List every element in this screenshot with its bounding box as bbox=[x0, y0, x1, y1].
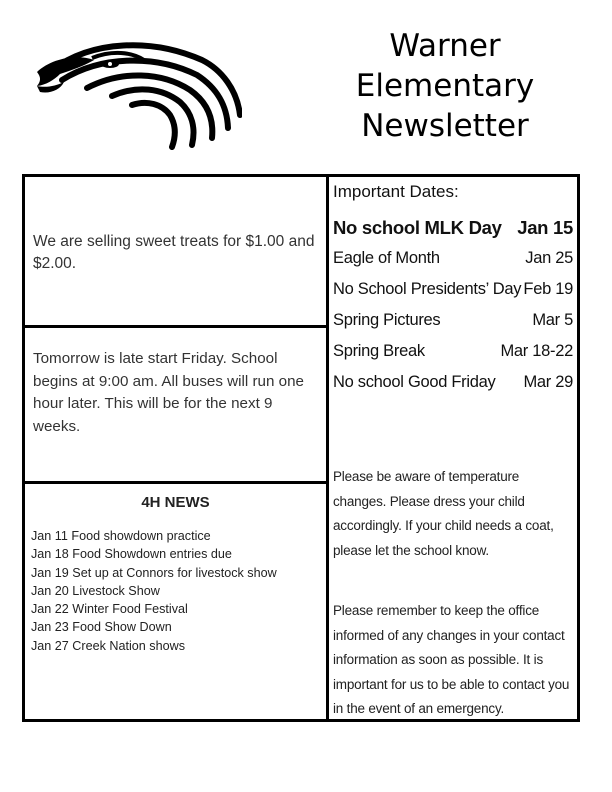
temperature-note: Please be aware of temperature changes. Please dress your child accordingly. If your child needs a coat, please let the school know. bbox=[333, 469, 554, 558]
treats-text: We are selling sweet treats for $1.00 and $2.00. bbox=[33, 233, 315, 272]
date-row bbox=[333, 274, 573, 305]
left-column bbox=[25, 177, 326, 719]
late-start-text: Tomorrow is late start Friday. School begins at 9:00 am. All buses will run one hour later. This will be for the next 9 weeks. bbox=[33, 350, 305, 435]
news-list bbox=[31, 527, 323, 655]
right-column bbox=[329, 177, 577, 719]
news-item: Jan 22 Winter Food Festival bbox=[31, 602, 188, 617]
date-event: Eagle of Month bbox=[333, 249, 440, 267]
news-item: Jan 20 Livestock Show bbox=[31, 583, 160, 598]
date-value: Mar 18-22 bbox=[500, 342, 573, 360]
news-item: Jan 23 Food Show Down bbox=[31, 620, 172, 635]
date-event: No School Presidents’ Day bbox=[333, 280, 522, 298]
title-line-3: Newsletter bbox=[361, 108, 529, 144]
eagle-head-icon bbox=[32, 30, 242, 150]
date-row bbox=[333, 243, 573, 274]
date-event: No school Good Friday bbox=[333, 373, 496, 391]
date-value: Mar 5 bbox=[532, 311, 573, 329]
dates-heading: Important Dates: bbox=[333, 182, 459, 201]
date-event: Spring Pictures bbox=[333, 311, 441, 329]
date-value: Jan 15 bbox=[517, 217, 573, 238]
contact-note: Please remember to keep the office informed of any changes in your contact information as soon as possible. It is important for us to be able to contact you in the event of an emergency. bbox=[333, 603, 570, 716]
news-item: Jan 27 Creek Nation shows bbox=[31, 638, 186, 653]
news-box bbox=[25, 484, 326, 719]
news-item: Jan 19 Set up at Connors for livestock show bbox=[31, 565, 277, 580]
treats-box bbox=[25, 177, 326, 328]
title-line-1: Warner bbox=[389, 28, 501, 64]
newsletter-title bbox=[340, 26, 550, 146]
title-line-2: Elementary bbox=[355, 68, 535, 104]
news-item: Jan 11 Food showdown practice bbox=[31, 529, 211, 543]
news-title: 4H NEWS bbox=[141, 494, 210, 511]
date-event: No school MLK Day bbox=[333, 217, 502, 238]
date-value: Feb 19 bbox=[523, 280, 573, 298]
newsletter-frame bbox=[22, 174, 580, 722]
news-item: Jan 18 Food Showdown entries due bbox=[31, 547, 232, 562]
date-row bbox=[333, 367, 573, 398]
date-row bbox=[333, 336, 573, 367]
late-start-box bbox=[25, 328, 326, 484]
dates-list bbox=[333, 213, 573, 398]
date-value: Mar 29 bbox=[523, 373, 573, 391]
date-row bbox=[333, 305, 573, 336]
date-row bbox=[333, 213, 573, 243]
date-event: Spring Break bbox=[333, 342, 425, 360]
date-value: Jan 25 bbox=[525, 249, 573, 267]
